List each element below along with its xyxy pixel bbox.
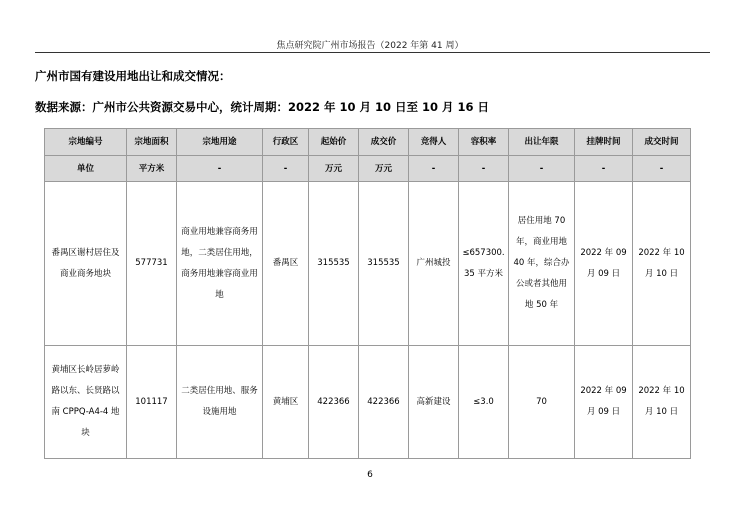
- table-cell: 二类居住用地、服务设施用地: [177, 346, 263, 459]
- column-header: 起始价: [309, 129, 359, 156]
- table-header-row: [45, 129, 691, 156]
- unit-cell: -: [633, 156, 691, 182]
- column-header: 行政区: [263, 129, 309, 156]
- table-cell: 番禺区: [263, 182, 309, 346]
- unit-cell: -: [409, 156, 459, 182]
- table-row: [45, 346, 691, 459]
- column-header: 挂牌时间: [575, 129, 633, 156]
- table-cell: 商业用地兼容商务用地，二类居住用地，商务用地兼容商业用地: [177, 182, 263, 346]
- table-cell: ≤657300.35 平方米: [459, 182, 509, 346]
- table-cell: 黄埔区: [263, 346, 309, 459]
- table-row: [45, 182, 691, 346]
- unit-cell: -: [575, 156, 633, 182]
- table-cell: 577731: [127, 182, 177, 346]
- column-header: 竞得人: [409, 129, 459, 156]
- table-cell: 2022 年 09 月 09 日: [575, 346, 633, 459]
- page-header: 焦点研究院广州市场报告（2022 年第 41 周）: [276, 41, 464, 51]
- unit-cell: -: [263, 156, 309, 182]
- table-cell: 315535: [359, 182, 409, 346]
- table-cell: 居住用地 70 年，商业用地 40 年，综合办公或者其他用地 50 年: [509, 182, 575, 346]
- table-cell: 70: [509, 346, 575, 459]
- column-header: 宗地面积: [127, 129, 177, 156]
- column-header: 出让年限: [509, 129, 575, 156]
- table-cell: 422366: [309, 346, 359, 459]
- table-cell: 番禺区谢村居住及商业商务地块: [45, 182, 127, 346]
- land-transaction-table: [44, 128, 691, 459]
- column-header: 宗地编号: [45, 129, 127, 156]
- column-header: 成交价: [359, 129, 409, 156]
- unit-cell: -: [509, 156, 575, 182]
- table-units-row: [45, 156, 691, 182]
- unit-cell: 平方米: [127, 156, 177, 182]
- table-cell: 2022 年 10 月 10 日: [633, 346, 691, 459]
- column-header: 宗地用途: [177, 129, 263, 156]
- unit-cell: 万元: [309, 156, 359, 182]
- table-cell: 422366: [359, 346, 409, 459]
- section-heading: 广州市国有建设用地出让和成交情况：: [35, 69, 231, 83]
- table-cell: 315535: [309, 182, 359, 346]
- table-cell: 2022 年 09 月 09 日: [575, 182, 633, 346]
- unit-cell: -: [177, 156, 263, 182]
- table-cell: 高新建设: [409, 346, 459, 459]
- unit-cell: -: [459, 156, 509, 182]
- column-header: 容积率: [459, 129, 509, 156]
- data-source-heading: 数据来源：广州市公共资源交易中心，统计周期：2022 年 10 月 10 日至 10 月 16 日: [35, 100, 490, 114]
- column-header: 成交时间: [633, 129, 691, 156]
- table-cell: 黄埔区长岭居萝岭路以东、长贤路以南 CPPQ-A4-4 地块: [45, 346, 127, 459]
- table-cell: 2022 年 10 月 10 日: [633, 182, 691, 346]
- unit-cell: 万元: [359, 156, 409, 182]
- header-rule: [35, 52, 710, 53]
- table-cell: 101117: [127, 346, 177, 459]
- unit-cell: 单位: [45, 156, 127, 182]
- table-cell: ≤3.0: [459, 346, 509, 459]
- table-cell: 广州城投: [409, 182, 459, 346]
- page-number: 6: [367, 470, 373, 480]
